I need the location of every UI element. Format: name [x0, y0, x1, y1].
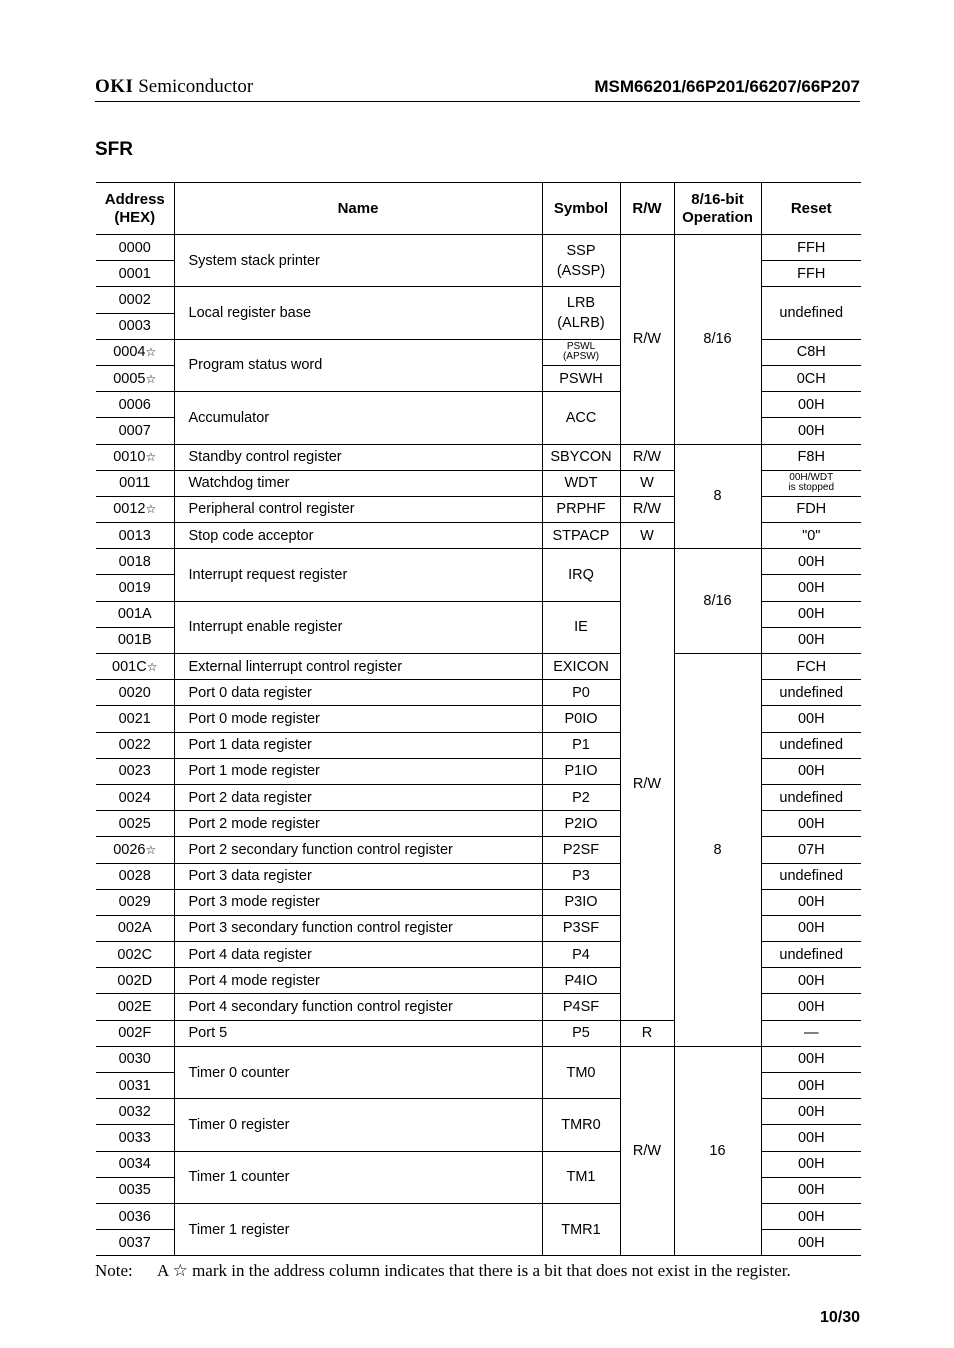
reset-cell: 00H	[761, 1151, 861, 1177]
register-symbol: SSP (ASSP)	[542, 235, 620, 287]
footnote-text: A ☆ mark in the address column indicates that there is a bit that does not exist in the register.	[157, 1261, 791, 1280]
address-cell: 0000	[96, 235, 174, 261]
reset-cell: 07H	[761, 837, 861, 863]
reset-cell: 00H	[761, 1177, 861, 1203]
reset-cell: 00H	[761, 1073, 861, 1099]
reset-cell: 00H	[761, 915, 861, 941]
address-cell: 001C☆	[96, 654, 174, 680]
register-name: Stop code acceptor	[174, 523, 542, 549]
register-symbol: STPACP	[542, 523, 620, 549]
reset-cell: "0"	[761, 523, 861, 549]
reset-cell: 00H	[761, 994, 861, 1020]
address-cell: 0005☆	[96, 365, 174, 391]
reset-cell: —	[761, 1020, 861, 1046]
reset-cell: C8H	[761, 339, 861, 365]
company-brand	[95, 76, 253, 98]
register-name: Port 2 mode register	[174, 811, 542, 837]
rw-cell: R/W	[620, 549, 674, 1020]
reset-cell: 00H	[761, 392, 861, 418]
rw-cell: R/W	[620, 444, 674, 470]
register-symbol: PSWH	[542, 365, 620, 391]
part-number: MSM66201/66P201/66207/66P207	[594, 77, 860, 96]
star-mark-icon: ☆	[145, 842, 157, 857]
star-mark-icon: ☆	[145, 371, 157, 386]
register-name: Port 2 data register	[174, 784, 542, 810]
address-cell: 0037	[96, 1230, 174, 1256]
address-cell: 0013	[96, 523, 174, 549]
register-symbol: WDT	[542, 470, 620, 496]
address-cell: 002E	[96, 994, 174, 1020]
register-name: Port 1 mode register	[174, 758, 542, 784]
address-cell: 0019	[96, 575, 174, 601]
register-symbol: P3SF	[542, 915, 620, 941]
star-mark-icon: ☆	[146, 659, 158, 674]
page-header	[95, 74, 860, 102]
register-symbol: P4	[542, 942, 620, 968]
address-cell: 0026☆	[96, 837, 174, 863]
section-title: SFR	[95, 139, 133, 160]
register-symbol: P2SF	[542, 837, 620, 863]
register-symbol: LRB (ALRB)	[542, 287, 620, 339]
brand-logo-text: OKI	[95, 76, 134, 97]
register-symbol: TMR0	[542, 1099, 620, 1151]
operation-cell: 8/16	[674, 549, 761, 654]
reset-cell: undefined	[761, 287, 861, 339]
reset-cell: 00H	[761, 575, 861, 601]
reset-cell: 00H	[761, 706, 861, 732]
register-symbol: P2IO	[542, 811, 620, 837]
address-cell: 0020	[96, 680, 174, 706]
rw-cell: R/W	[620, 235, 674, 445]
table-row	[96, 444, 861, 470]
register-symbol: P4IO	[542, 968, 620, 994]
register-name: System stack printer	[174, 235, 542, 287]
address-cell: 002D	[96, 968, 174, 994]
header-operation: 8/16-bit Operation	[674, 183, 761, 235]
reset-cell: FCH	[761, 654, 861, 680]
reset-cell: 00H	[761, 627, 861, 653]
register-symbol: PSWL (APSW)	[542, 339, 620, 365]
register-symbol: P4SF	[542, 994, 620, 1020]
sfr-table	[96, 182, 861, 1256]
register-symbol: EXICON	[542, 654, 620, 680]
register-symbol: PRPHF	[542, 496, 620, 522]
address-cell: 001A	[96, 601, 174, 627]
address-cell: 0034	[96, 1151, 174, 1177]
address-cell: 0036	[96, 1203, 174, 1229]
address-cell: 0001	[96, 261, 174, 287]
rw-cell: W	[620, 523, 674, 549]
address-cell: 0004☆	[96, 339, 174, 365]
address-cell: 0018	[96, 549, 174, 575]
address-cell: 002F	[96, 1020, 174, 1046]
register-symbol: P1IO	[542, 758, 620, 784]
address-cell: 0031	[96, 1073, 174, 1099]
register-name: Peripheral control register	[174, 496, 542, 522]
header-name: Name	[174, 183, 542, 235]
footnote-label: Note:	[95, 1261, 133, 1280]
reset-cell: F8H	[761, 444, 861, 470]
reset-cell: 00H	[761, 758, 861, 784]
header-address: Address (HEX)	[96, 183, 174, 235]
register-name: Program status word	[174, 339, 542, 391]
address-cell: 0002	[96, 287, 174, 313]
reset-cell: 00H	[761, 1203, 861, 1229]
rw-cell: R	[620, 1020, 674, 1046]
register-name: Local register base	[174, 287, 542, 339]
register-name: Standby control register	[174, 444, 542, 470]
address-cell: 002C	[96, 942, 174, 968]
address-cell: 0033	[96, 1125, 174, 1151]
reset-cell: FFH	[761, 235, 861, 261]
register-name: Port 3 data register	[174, 863, 542, 889]
table-row	[96, 654, 861, 680]
reset-cell: 00H/WDT is stopped	[761, 470, 861, 496]
address-cell: 0022	[96, 732, 174, 758]
register-name: Timer 0 register	[174, 1099, 542, 1151]
header-symbol: Symbol	[542, 183, 620, 235]
table-row	[96, 549, 861, 575]
reset-cell: 00H	[761, 811, 861, 837]
reset-cell: undefined	[761, 732, 861, 758]
register-name: Timer 1 counter	[174, 1151, 542, 1203]
address-cell: 0028	[96, 863, 174, 889]
register-name: Watchdog timer	[174, 470, 542, 496]
register-name: Interrupt enable register	[174, 601, 542, 653]
register-symbol: P3	[542, 863, 620, 889]
header-reset: Reset	[761, 183, 861, 235]
table-row	[96, 235, 861, 261]
star-mark-icon: ☆	[145, 450, 157, 465]
brand-name: Semiconductor	[138, 76, 254, 97]
register-name: Port 1 data register	[174, 732, 542, 758]
register-symbol: P0IO	[542, 706, 620, 732]
register-name: Port 4 mode register	[174, 968, 542, 994]
reset-cell: 00H	[761, 1046, 861, 1072]
page-number: 10/30	[819, 1309, 860, 1326]
reset-cell: undefined	[761, 863, 861, 889]
register-name: Accumulator	[174, 392, 542, 444]
rw-cell: W	[620, 470, 674, 496]
register-name: External linterrupt control register	[174, 654, 542, 680]
reset-cell: 00H	[761, 549, 861, 575]
reset-cell: undefined	[761, 784, 861, 810]
register-name: Port 0 data register	[174, 680, 542, 706]
reset-cell: 00H	[761, 1125, 861, 1151]
table-header-row	[96, 183, 861, 235]
register-symbol: P0	[542, 680, 620, 706]
register-name: Timer 0 counter	[174, 1046, 542, 1098]
star-mark-icon: ☆	[145, 502, 157, 517]
address-cell: 0032	[96, 1099, 174, 1125]
register-symbol: P1	[542, 732, 620, 758]
address-cell: 0007	[96, 418, 174, 444]
reset-cell: 00H	[761, 968, 861, 994]
register-symbol: TM0	[542, 1046, 620, 1098]
register-name: Port 3 mode register	[174, 889, 542, 915]
reset-cell: 00H	[761, 1230, 861, 1256]
address-cell: 0025	[96, 811, 174, 837]
reset-cell: undefined	[761, 942, 861, 968]
register-symbol: ACC	[542, 392, 620, 444]
address-cell: 0012☆	[96, 496, 174, 522]
reset-cell: 00H	[761, 1099, 861, 1125]
register-name: Port 4 secondary function control register	[174, 994, 542, 1020]
star-mark-icon: ☆	[145, 345, 157, 360]
register-symbol: TM1	[542, 1151, 620, 1203]
address-cell: 0024	[96, 784, 174, 810]
address-cell: 0003	[96, 313, 174, 339]
address-cell: 0011	[96, 470, 174, 496]
register-symbol: TMR1	[542, 1203, 620, 1255]
register-name: Port 3 secondary function control register	[174, 915, 542, 941]
register-symbol: P2	[542, 784, 620, 810]
reset-cell: 00H	[761, 889, 861, 915]
register-name: Port 0 mode register	[174, 706, 542, 732]
operation-cell: 16	[674, 1046, 761, 1256]
register-symbol: P3IO	[542, 889, 620, 915]
address-cell: 0035	[96, 1177, 174, 1203]
reset-cell: FDH	[761, 496, 861, 522]
address-cell: 0006	[96, 392, 174, 418]
operation-cell: 8/16	[674, 235, 761, 445]
register-name: Port 4 data register	[174, 942, 542, 968]
address-cell: 0021	[96, 706, 174, 732]
reset-cell: undefined	[761, 680, 861, 706]
reset-cell: FFH	[761, 261, 861, 287]
address-cell: 001B	[96, 627, 174, 653]
header-rw: R/W	[620, 183, 674, 235]
reset-cell: 00H	[761, 418, 861, 444]
register-name: Port 2 secondary function control register	[174, 837, 542, 863]
address-cell: 002A	[96, 915, 174, 941]
address-cell: 0023	[96, 758, 174, 784]
reset-cell: 0CH	[761, 365, 861, 391]
register-symbol: SBYCON	[542, 444, 620, 470]
reset-cell: 00H	[761, 601, 861, 627]
table-row	[96, 1046, 861, 1072]
register-name: Interrupt request register	[174, 549, 542, 601]
rw-cell: R/W	[620, 496, 674, 522]
register-name: Port 5	[174, 1020, 542, 1046]
address-cell: 0010☆	[96, 444, 174, 470]
register-symbol: P5	[542, 1020, 620, 1046]
address-cell: 0029	[96, 889, 174, 915]
operation-cell: 8	[674, 654, 761, 1047]
rw-cell: R/W	[620, 1046, 674, 1256]
register-name: Timer 1 register	[174, 1203, 542, 1255]
operation-cell: 8	[674, 444, 761, 549]
address-cell: 0030	[96, 1046, 174, 1072]
register-symbol: IRQ	[542, 549, 620, 601]
register-symbol: IE	[542, 601, 620, 653]
